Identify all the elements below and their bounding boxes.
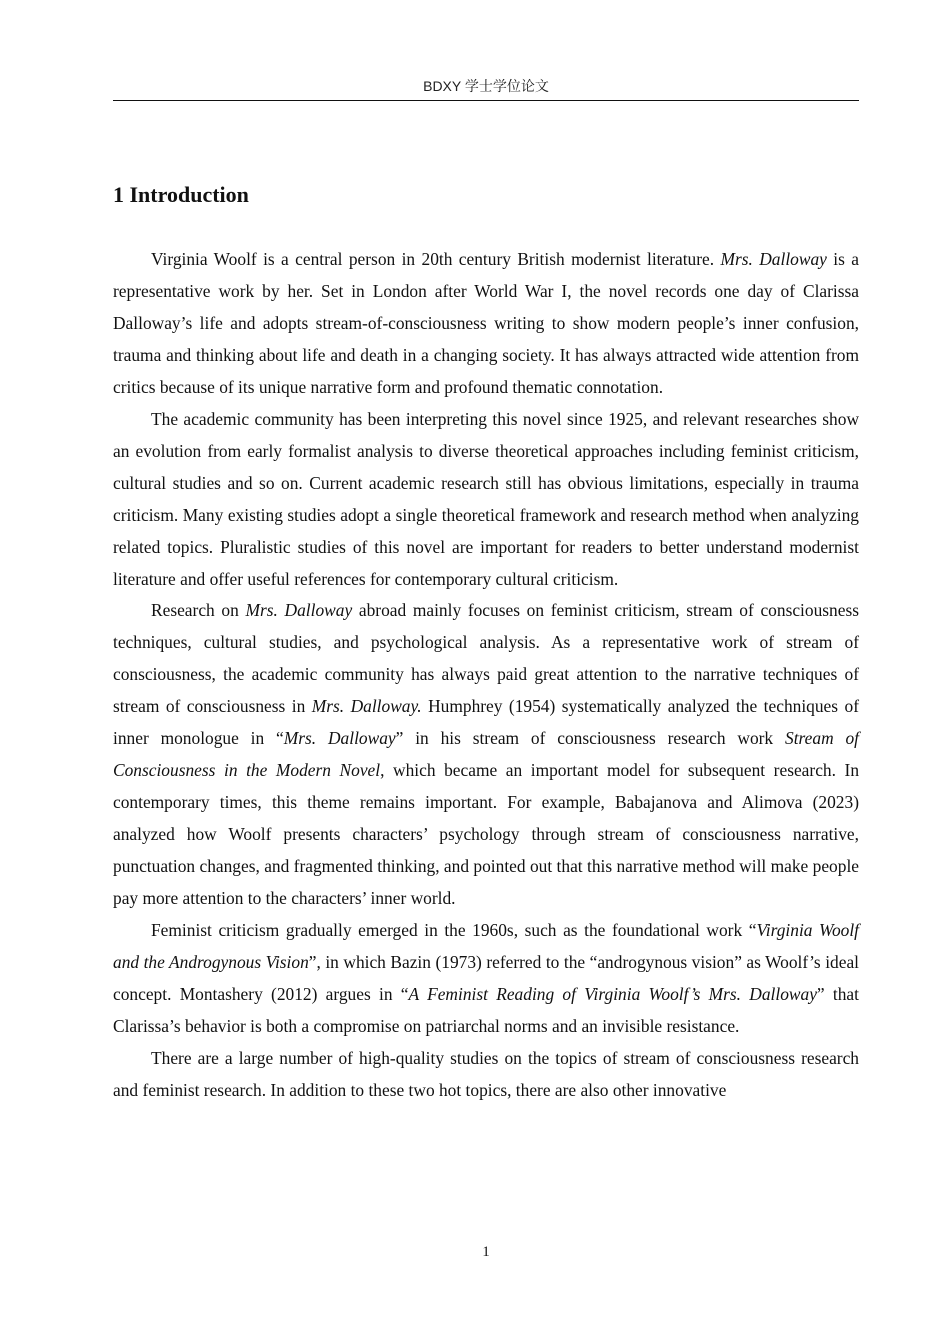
paragraph-text: Virginia Woolf is a central person in 20th century British modernist literature. (151, 249, 715, 269)
paragraph-text: ”, in which Bazin (1973) referred to the “androgynous vision” as Woolf’s ideal concept. Montashery (2012) argues in “ (113, 951, 859, 1004)
paragraph-text: ” that Clarissa’s behavior is both a compromise on patriarchal norms and an invisible resistance. (113, 983, 859, 1036)
paragraph-text: Research on (151, 600, 239, 621)
italic-title: Mrs. Dalloway. (311, 696, 422, 717)
page-number: 1 (482, 1244, 490, 1260)
paragraph-4 (113, 915, 859, 1043)
paragraph-1 (113, 244, 859, 404)
italic-title: Mrs. Dalloway (245, 600, 353, 621)
paragraph-5 (113, 1043, 859, 1107)
paragraph-text: abroad mainly focuses on feminist criticism, stream of consciousness techniques, cultural studies, and psychological analysis. As a representative work of stream of consciousness, the academic community has always paid great attention to the narrative techniques of stream of consciousness in (113, 600, 859, 717)
page-header-title: BDXY 学士学位论文 (423, 78, 549, 94)
italic-book-title: Virginia Woolf and the Androgynous Vision (113, 920, 860, 972)
paragraph-text: Feminist criticism gradually emerged in the 1960s, such as the foundational work “ (151, 920, 757, 941)
paragraph-text: The academic community has been interpreting this novel since 1925, and relevant researches show an evolution from early formalist analysis to diverse theoretical approaches including feminist criticism, cultural studies and so on. Current academic research still has obvious limitations, especially in trauma criticism. Many existing studies adopt a single theoretical framework and research method when analyzing related topics. Pluralistic studies of this novel are important for readers to better understand modernist literature and offer useful references for contemporary cultural criticism. (113, 408, 859, 589)
italic-title: Mrs. Dalloway (283, 728, 396, 749)
paragraph-text: , which became an important model for subsequent research. In contemporary times, this theme remains important. For example, Babajanova and Alimova (2023) analyzed how Woolf presents characters’ psychology through stream of consciousness narrative, punctuation changes, and fragmented thinking, and pointed out that this narrative method will make people pay more attention to the characters’ inner world. (113, 760, 860, 909)
section-heading: 1 Introduction (113, 182, 249, 207)
paragraph-text: is a representative work by her. Set in London after World War I, the novel records one day of Clarissa Dalloway’s life and adopts stream-of-consciousness writing to show modern people’s inner confusion, trauma and thinking about life and death in a changing society. It has always attracted wide attention from critics because of its unique narrative form and profound thematic connotation. (113, 249, 859, 397)
paragraph-text: Humphrey (1954) systematically analyzed the techniques of inner monologue in “ (113, 696, 859, 749)
paragraph-2 (113, 404, 859, 596)
body-text (113, 244, 859, 1107)
header-rule (113, 100, 859, 101)
italic-article-title: A Feminist Reading of Virginia Woolf’s Mrs. Dalloway (408, 983, 817, 1004)
paragraph-text: There are a large number of high-quality studies on the topics of stream of consciousness research and feminist research. In addition to these two hot topics, there are also other innovative (113, 1047, 859, 1100)
paragraph-text: ” in his stream of consciousness research work (395, 728, 774, 749)
paragraph-3 (113, 595, 859, 915)
italic-book-title: Stream of Consciousness in the Modern Novel (113, 728, 859, 781)
italic-title: Mrs. Dalloway (720, 249, 827, 269)
